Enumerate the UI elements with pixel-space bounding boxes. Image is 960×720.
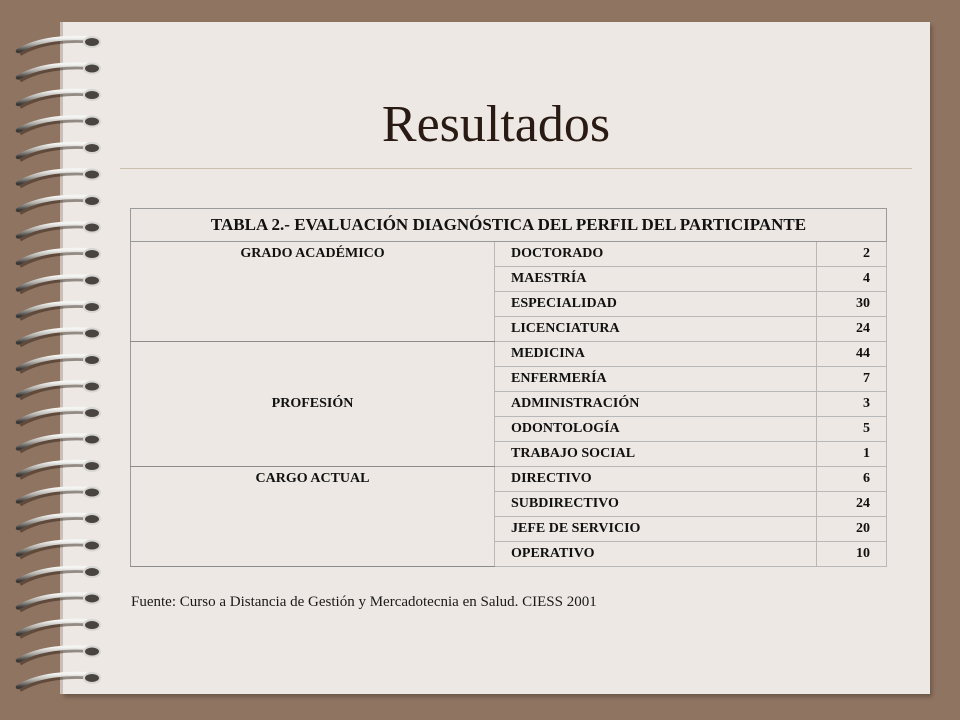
item-label: SUBDIRECTIVO	[495, 492, 817, 517]
binding-coil	[18, 249, 100, 266]
item-label: ENFERMERÍA	[495, 367, 817, 392]
binding-coil	[18, 514, 100, 531]
binding-coil	[18, 223, 100, 240]
title-divider	[120, 168, 912, 169]
binding-coil	[18, 594, 100, 611]
category-grado-academico: GRADO ACADÉMICO	[131, 242, 495, 342]
binding-coil	[18, 541, 100, 558]
item-label: DIRECTIVO	[495, 467, 817, 492]
binding-coil	[18, 37, 100, 54]
item-label: TRABAJO SOCIAL	[495, 442, 817, 467]
category-profesion: PROFESIÓN	[131, 342, 495, 467]
item-label: ADMINISTRACIÓN	[495, 392, 817, 417]
item-value: 6	[817, 467, 887, 492]
binding-coil	[18, 488, 100, 505]
item-label: OPERATIVO	[495, 542, 817, 567]
binding-coil	[18, 329, 100, 346]
profile-table-container	[130, 208, 886, 567]
binding-coil	[18, 620, 100, 637]
binding-coil	[18, 567, 100, 584]
table-row	[131, 342, 887, 367]
binding-coil	[18, 355, 100, 372]
binding-coil	[18, 408, 100, 425]
item-value: 4	[817, 267, 887, 292]
item-label: MAESTRÍA	[495, 267, 817, 292]
table-row	[131, 242, 887, 267]
binding-coil	[18, 276, 100, 293]
binding-coil	[18, 196, 100, 213]
item-label: ESPECIALIDAD	[495, 292, 817, 317]
item-value: 24	[817, 317, 887, 342]
item-value: 7	[817, 367, 887, 392]
binding-coil	[18, 435, 100, 452]
binding-coil	[18, 170, 100, 187]
slide-title: Resultados	[381, 96, 611, 153]
item-label: ODONTOLOGÍA	[495, 417, 817, 442]
binding-coil	[18, 382, 100, 399]
item-value: 30	[817, 292, 887, 317]
category-cargo-actual: CARGO ACTUAL	[131, 467, 495, 567]
item-value: 20	[817, 517, 887, 542]
item-value: 10	[817, 542, 887, 567]
table-row	[131, 467, 887, 492]
binding-coil	[18, 302, 100, 319]
item-value: 3	[817, 392, 887, 417]
binding-coil	[18, 647, 100, 664]
source-note: Fuente: Curso a Distancia de Gestión y Mercadotecnia en Salud. CIESS 2001	[131, 594, 597, 610]
item-label: JEFE DE SERVICIO	[495, 517, 817, 542]
binding-coil	[18, 461, 100, 478]
item-label: LICENCIATURA	[495, 317, 817, 342]
item-value: 24	[817, 492, 887, 517]
profile-table	[130, 208, 887, 567]
item-value: 44	[817, 342, 887, 367]
binding-coil	[18, 673, 100, 690]
item-value: 5	[817, 417, 887, 442]
item-value: 1	[817, 442, 887, 467]
item-label: MEDICINA	[495, 342, 817, 367]
binding-coil	[18, 64, 100, 81]
item-label: DOCTORADO	[495, 242, 817, 267]
table-caption: TABLA 2.- EVALUACIÓN DIAGNÓSTICA DEL PERFIL DEL PARTICIPANTE	[131, 209, 887, 242]
item-value: 2	[817, 242, 887, 267]
